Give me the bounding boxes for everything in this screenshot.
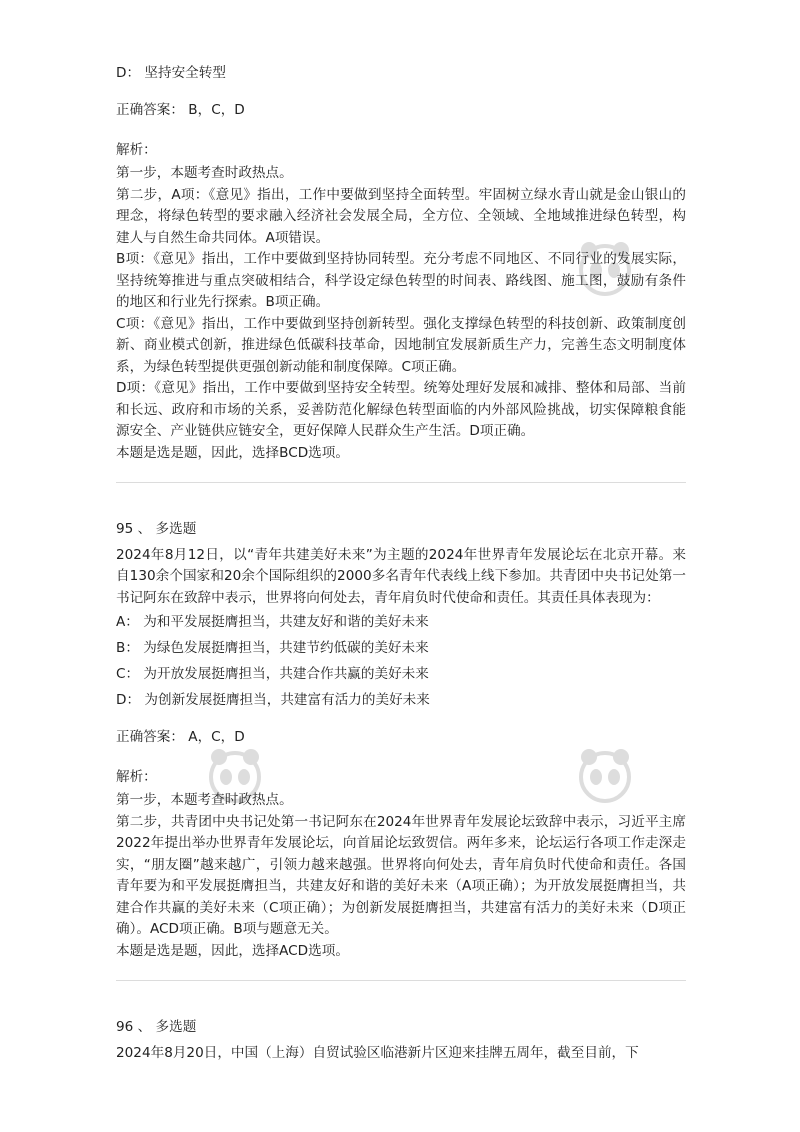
correct-answer: 正确答案： B，C，D: [116, 102, 245, 118]
analysis-paragraph: D项：《意见》指出，工作中要做到坚持安全转型。统筹处理好发展和减排、整体和局部、当前和长远、政府和市场的关系，妥善防范化解绿色转型面临的内外部风险挑战，切实保障粮食能源安全、产业链供应链安全，更好保障人民群众生产生活。D项正确。: [116, 380, 686, 439]
option-b: B： 为绿色发展挺膺担当，共建节约低碳的美好未来: [116, 640, 429, 656]
analysis-paragraph: B项：《意见》指出，工作中要做到坚持协同转型。充分考虑不同地区、不同行业的发展实际，坚持统筹推进与重点突破相结合，科学设定绿色转型的时间表、路线图、施工图，鼓励有条件的地区和行业先行探索。B项正确。: [116, 251, 686, 310]
analysis-paragraph: 本题是选是题，因此，选择ACD选项。: [116, 942, 349, 959]
divider: [116, 482, 686, 483]
correct-answer: 正确答案： A，C，D: [116, 729, 245, 745]
question-96: [116, 1017, 686, 1064]
option-c: C： 为开放发展挺膺担当，共建合作共赢的美好未来: [116, 666, 429, 682]
analysis-paragraph: C项：《意见》指出，工作中要做到坚持创新转型。强化支撑绿色转型的科技创新、政策制度创新、商业模式创新，推进绿色低碳科技革命，因地制宜发展新质生产力，完善生态文明制度体系，为绿色转型提供更强创新动能和制度保障。C项正确。: [116, 315, 686, 375]
option-a: A： 为和平发展挺膺担当，共建友好和谐的美好未来: [116, 614, 429, 630]
document-page: [116, 60, 686, 1064]
option-d: D： 坚持安全转型: [116, 65, 226, 81]
divider: [116, 980, 686, 981]
analysis-paragraph: 第一步，本题考查时政热点。: [116, 165, 293, 181]
question-95: [116, 519, 686, 962]
question-94-tail: [116, 60, 686, 464]
question-text: 2024年8月20日，中国（上海）自贸试验区临港新片区迎来挂牌五周年，截至目前，下: [116, 1044, 639, 1061]
analysis-paragraph: 第二步，共青团中央书记处第一书记阿东在2024年世界青年发展论坛致辞中表示，习近平主席2022年提出举办世界青年发展论坛，向首届论坛致贺信。两年多来，论坛运行各项工作走深走实，“朋友圈”越来越广，引领力越来越强。世界将向何处去，青年肩负时代使命和责任。各国青年要为和平发展挺膺担当，共建友好和谐的美好未来（A项正确）；为开放发展挺膺担当，共建合作共赢的美好未来（C项正确）；为创新发展挺膺担当，共建富有活力的美好未来（D项正确）。ACD项正确。B项与题意无关。: [116, 813, 686, 937]
question-header: 95 、 多选题: [116, 521, 197, 537]
question-header: 96 、 多选题: [116, 1019, 197, 1035]
option-d: D： 为创新发展挺膺担当，共建富有活力的美好未来: [116, 692, 430, 708]
analysis-label: 解析：: [116, 768, 157, 785]
analysis-paragraph: 第二步，A项：《意见》指出，工作中要做到坚持全面转型。牢固树立绿水青山就是金山银山的理念，将绿色转型的要求融入经济社会发展全局，全方位、全领域、全地域推进绿色转型，构建人与自然生命共同体。A项错误。: [116, 186, 686, 246]
analysis-label: 解析：: [116, 141, 157, 158]
question-text: 2024年8月12日，以“青年共建美好未来”为主题的2024年世界青年发展论坛在北京开幕。来自130余个国家和20余个国际组织的2000多名青年代表线上线下参加。共青团中央书记处第一书记阿东在致辞中表示，世界将向何处去，青年肩负时代使命和责任。其责任具体表现为：: [116, 546, 686, 606]
analysis-paragraph: 第一步，本题考查时政热点。: [116, 792, 293, 808]
analysis-paragraph: 本题是选是题，因此，选择BCD选项。: [116, 444, 349, 461]
